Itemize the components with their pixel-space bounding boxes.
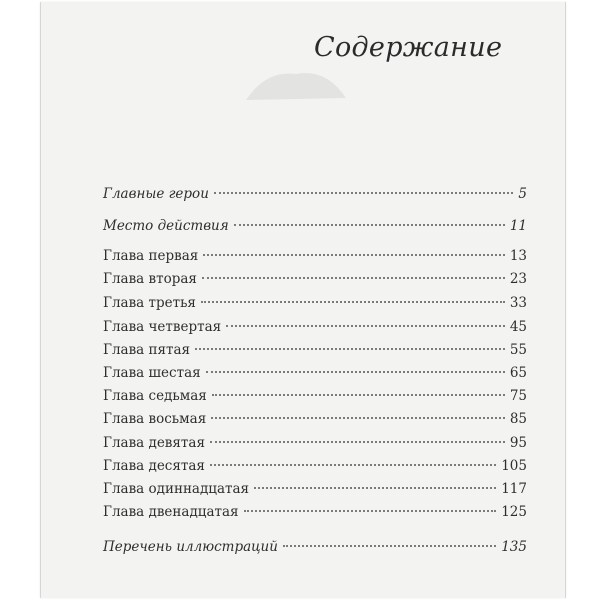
dot-leader xyxy=(226,311,505,327)
toc-entry-label: Глава пятая xyxy=(103,341,191,358)
toc-entry-page: 75 xyxy=(509,387,527,404)
toc-entry-page: 23 xyxy=(509,270,527,287)
toc-entry-label: Глава девятая xyxy=(103,434,205,451)
dot-leader xyxy=(210,427,505,443)
toc-entry-label: Глава десятая xyxy=(103,457,205,474)
dot-leader xyxy=(211,403,505,419)
dot-leader xyxy=(244,496,497,512)
toc-entry-label: Место действия xyxy=(103,217,229,234)
toc-entry-chapter-4 xyxy=(103,315,527,335)
toc-entry-page: 13 xyxy=(509,247,527,264)
toc-entry-chapter-6 xyxy=(103,361,527,381)
toc-entry-page: 117 xyxy=(501,480,527,497)
toc-entry-label: Глава первая xyxy=(103,247,199,264)
dot-leader xyxy=(210,450,496,466)
toc-entry-page: 95 xyxy=(509,434,527,451)
dot-leader xyxy=(202,263,505,279)
dot-leader xyxy=(195,334,505,350)
toc-entry-label: Перечень иллюстраций xyxy=(103,538,278,555)
book-page xyxy=(40,2,566,598)
toc-entry-chapter-3 xyxy=(103,291,527,311)
toc-entry-label: Глава вторая xyxy=(103,270,197,287)
dot-leader xyxy=(283,531,496,547)
dot-leader xyxy=(206,357,505,373)
toc-entry-page: 33 xyxy=(509,294,527,311)
show-through-illustration xyxy=(241,60,351,106)
toc-entry-chapter-2 xyxy=(103,267,527,287)
toc-entry-label: Глава третья xyxy=(103,294,196,311)
toc-entry-chapter-10 xyxy=(103,454,527,474)
dot-leader xyxy=(203,240,505,256)
dot-leader xyxy=(234,210,505,226)
toc-entry-chapter-9 xyxy=(103,431,527,451)
toc-entry-page: 45 xyxy=(509,318,527,335)
toc-entry-label: Глава двенадцатая xyxy=(103,503,239,520)
toc-entry-label: Глава одиннадцатая xyxy=(103,480,250,497)
toc-entry-illustrations xyxy=(103,535,527,555)
dot-leader xyxy=(212,380,505,396)
toc-entry-chapter-11 xyxy=(103,477,527,497)
dot-leader xyxy=(201,287,505,303)
toc-entry-chapter-7 xyxy=(103,384,527,404)
dot-leader xyxy=(214,178,514,194)
toc-entry-page: 55 xyxy=(509,341,527,358)
toc-entry-main-characters xyxy=(103,182,527,202)
dot-leader xyxy=(254,473,496,489)
toc-entry-label: Глава восьмая xyxy=(103,410,207,427)
toc-entry-label: Глава седьмая xyxy=(103,387,207,404)
toc-entry-page: 11 xyxy=(509,217,527,234)
toc-entry-page: 135 xyxy=(501,538,527,555)
toc-entry-label: Глава шестая xyxy=(103,364,201,381)
page-title: Содержание xyxy=(314,32,503,63)
toc-entry-chapter-8 xyxy=(103,407,527,427)
toc-entry-page: 105 xyxy=(501,457,527,474)
toc-entry-page: 65 xyxy=(509,364,527,381)
toc-entry-label: Глава четвертая xyxy=(103,318,222,335)
toc-entry-page: 85 xyxy=(509,410,527,427)
toc-entry-chapter-5 xyxy=(103,338,527,358)
toc-entry-chapter-12 xyxy=(103,500,527,520)
toc-entry-setting xyxy=(103,214,527,234)
toc-entry-chapter-1 xyxy=(103,244,527,264)
toc-entry-page: 125 xyxy=(501,503,527,520)
toc-entry-label: Главные герои xyxy=(103,185,209,202)
toc-entry-page: 5 xyxy=(518,185,527,202)
